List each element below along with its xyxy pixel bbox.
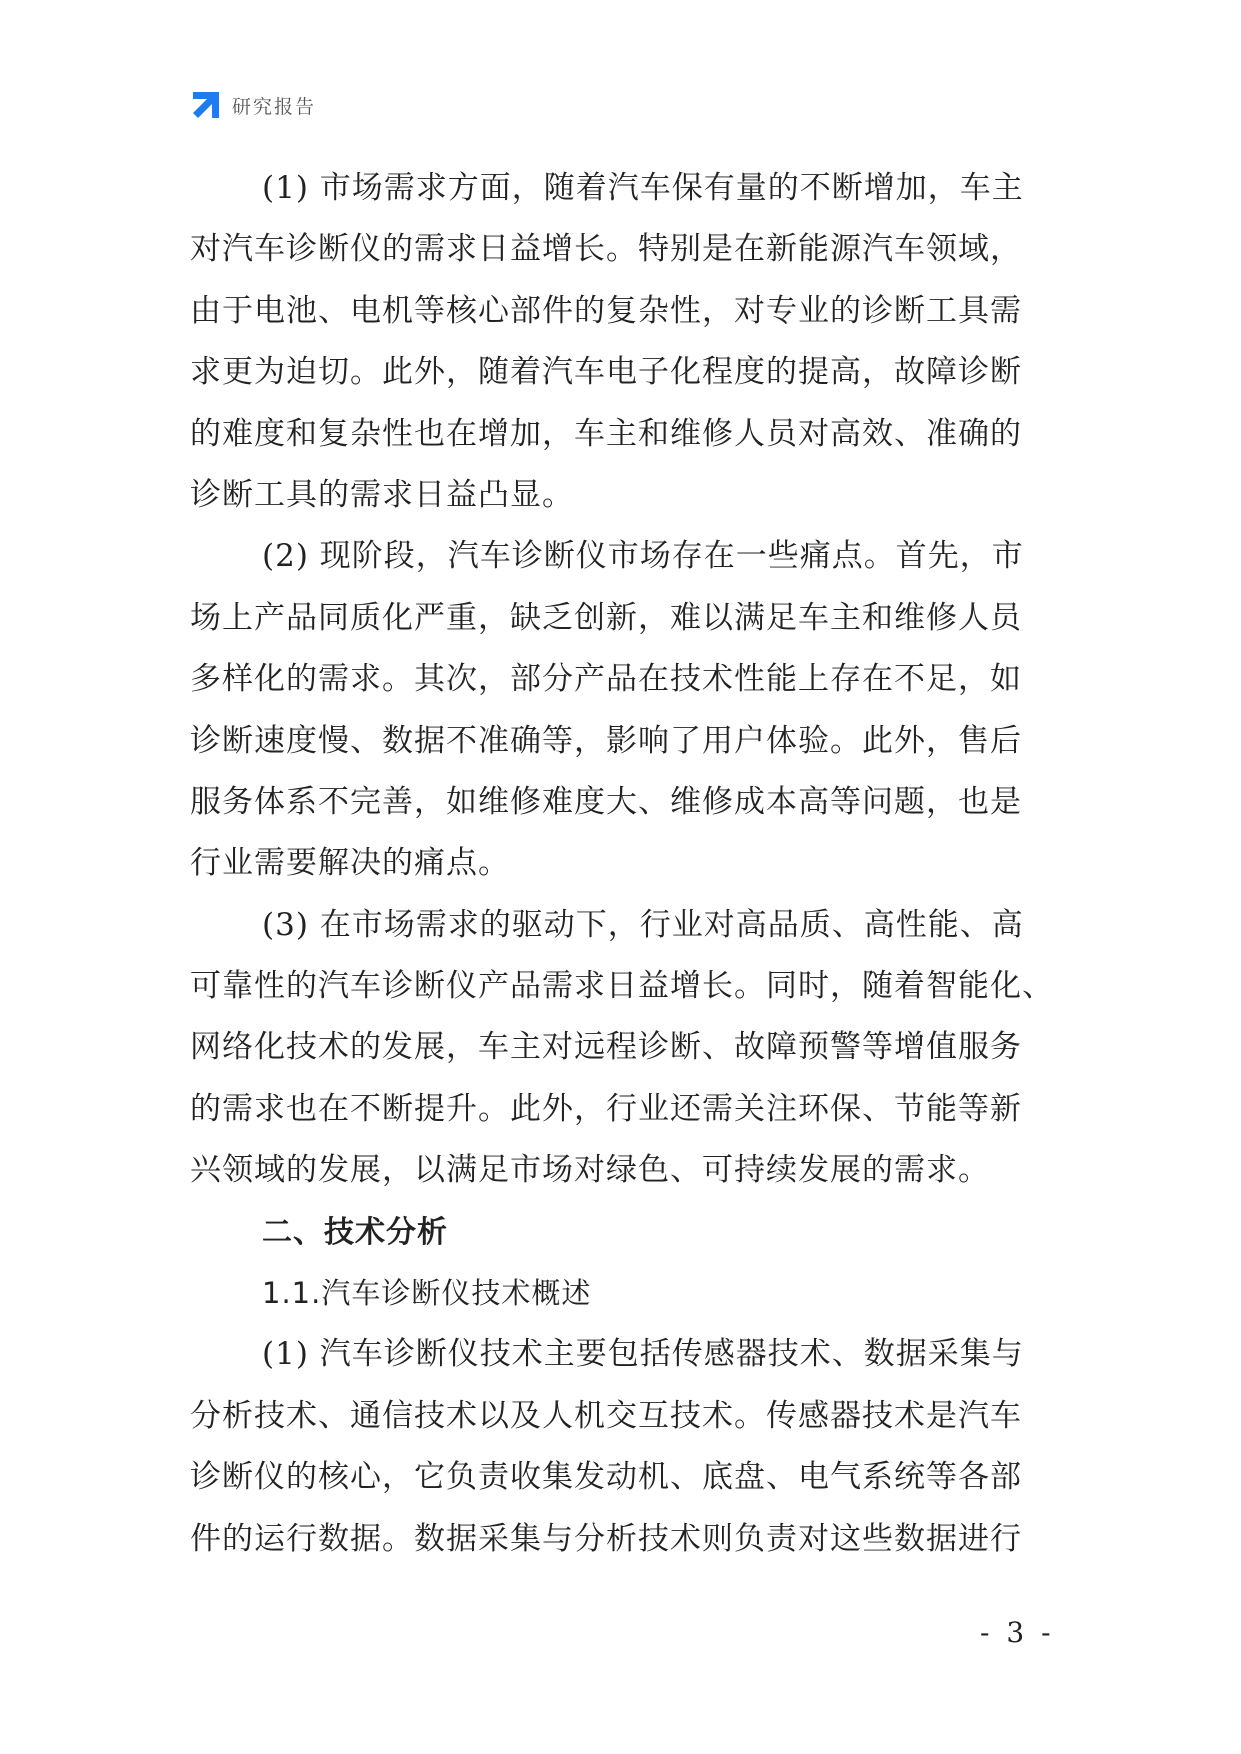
paragraph-line: (3) 在市场需求的驱动下，行业对高品质、高性能、高	[262, 906, 1024, 943]
paragraph-line: 诊断工具的需求日益凸显。	[190, 476, 574, 513]
section-heading: 二、技术分析	[262, 1214, 448, 1250]
paragraph-line: 由于电池、电机等核心部件的复杂性，对专业的诊断工具需	[190, 292, 1022, 329]
paragraph-line: 服务体系不完善，如维修难度大、维修成本高等问题，也是	[190, 783, 1022, 820]
header-label: 研究报告	[232, 95, 317, 118]
paragraph-line: (1) 市场需求方面，随着汽车保有量的不断增加，车主	[262, 170, 1024, 206]
paragraph-line: 件的运行数据。数据采集与分析技术则负责对这些数据进行	[190, 1520, 1022, 1557]
paragraph-line: (2) 现阶段，汽车诊断仪市场存在一些痛点。首先，市	[262, 538, 1024, 575]
paragraph-line: 诊断速度慢、数据不准确等，影响了用户体验。此外，售后	[190, 722, 1022, 759]
paragraph-line: 诊断仪的核心，它负责收集发动机、底盘、电气系统等各部	[190, 1459, 1022, 1496]
paragraph-line: 的难度和复杂性也在增加，车主和维修人员对高效、准确的	[190, 415, 1022, 452]
paragraph-line: 网络化技术的发展，车主对远程诊断、故障预警等增值服务	[190, 1029, 1022, 1066]
paragraph-line: 分析技术、通信技术以及人机交互技术。传感器技术是汽车	[190, 1397, 1022, 1434]
diagonal-arrow-logo-icon	[190, 89, 222, 121]
page-number: - 3 -	[980, 1616, 1055, 1649]
paragraph-line: 场上产品同质化严重，缺乏创新，难以满足车主和维修人员	[190, 599, 1022, 636]
document-body	[190, 158, 1058, 1570]
paragraph-line: 求更为迫切。此外，随着汽车电子化程度的提高，故障诊断	[190, 354, 1022, 391]
paragraph-line: (1) 汽车诊断仪技术主要包括传感器技术、数据采集与	[262, 1336, 1024, 1373]
paragraph-line: 兴领域的发展，以满足市场对绿色、可持续发展的需求。	[190, 1152, 990, 1189]
paragraph-line: 行业需要解决的痛点。	[190, 845, 510, 882]
report-header	[190, 88, 316, 122]
paragraph-line: 多样化的需求。其次，部分产品在技术性能上存在不足，如	[190, 661, 1022, 698]
paragraph-line: 对汽车诊断仪的需求日益增长。特别是在新能源汽车领域，	[190, 231, 1022, 268]
subsection-heading: 1.1.汽车诊断仪技术概述	[262, 1276, 592, 1311]
paragraph-line: 的需求也在不断提升。此外，行业还需关注环保、节能等新	[190, 1090, 1022, 1127]
paragraph-line: 可靠性的汽车诊断仪产品需求日益增长。同时，随着智能化、	[190, 968, 1054, 1005]
